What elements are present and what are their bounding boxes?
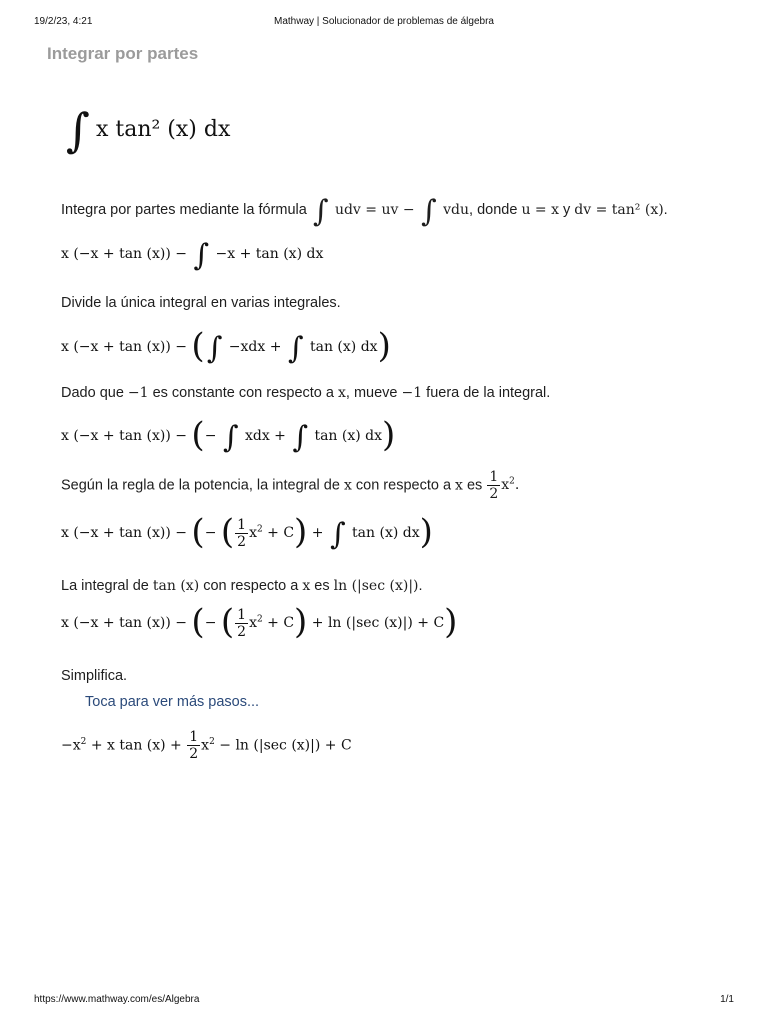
step-5-math: x (−x + tan (x)) − (− ( $\frac{1}{2}$ $x^2 + C) + \ln (|\sec$ (x)|) + C)	[61, 602, 458, 642]
step-1-math: x (−x + tan (x)) − ∫ −x + tan (x) dx	[61, 238, 324, 273]
final-result: $-x^2 + x$ tan (x) + $\frac{1}{2}$ $x^2 - \ln (|\sec$ (x)|) + C	[61, 729, 352, 762]
step-6-text: Simplifica.	[61, 668, 128, 684]
print-page-title: Mathway | Solucionador de problemas de álgebra	[274, 16, 494, 27]
print-date: 19/2/23, 4:21	[34, 16, 93, 27]
step-4-text: Según la regla de la potencia, la integral de x con respecto a x es $\frac{1}{2}$ $x^2$.	[61, 469, 520, 502]
step-2-math: x (−x + tan (x)) − (∫ −xdx + ∫ tan (x) dx)	[61, 326, 391, 366]
step-3-text: Dado que −1 es constante con respecto a x, mueve −1 fuera de la integral.	[61, 385, 551, 401]
step-5-text: La integral de tan (x) con respecto a x es ln (|sec (x)|).	[61, 578, 423, 594]
math-fraction: $\frac{1}{2}$	[189, 729, 199, 762]
print-url: https://www.mathway.com/es/Algebra	[34, 994, 200, 1005]
math-fraction: $\frac{1}{2}$	[237, 516, 247, 550]
step-1-text: Integra por partes mediante la fórmula ∫ udv = uv − ∫ vdu, donde u = x y dv = tan² (x).	[61, 194, 668, 229]
print-footer	[0, 994, 768, 1008]
show-more-steps-link[interactable]: Toca para ver más pasos...	[85, 694, 260, 710]
step-4-math: x (−x + tan (x)) − (− ( $\frac{1}{2}$ $x^2 + C$) + ∫ tan (x) dx)	[61, 512, 433, 552]
step-2-text: Divide la única integral en varias integrales.	[61, 295, 341, 311]
print-header	[0, 16, 768, 30]
text-fraction: $\frac{1}{2}$	[489, 469, 499, 502]
math-fraction: $\frac{1}{2}$	[237, 606, 247, 640]
step-3-math: x (−x + tan (x)) − (− ∫ xdx + ∫ tan (x) dx)	[61, 415, 396, 455]
page-number: 1/1	[720, 994, 734, 1005]
problem-expression	[66, 100, 230, 160]
problem-integrand: x tan² (x) dx	[95, 117, 231, 142]
page-title: Integrar por partes	[47, 44, 199, 63]
integral-symbol: ∫	[66, 103, 90, 157]
